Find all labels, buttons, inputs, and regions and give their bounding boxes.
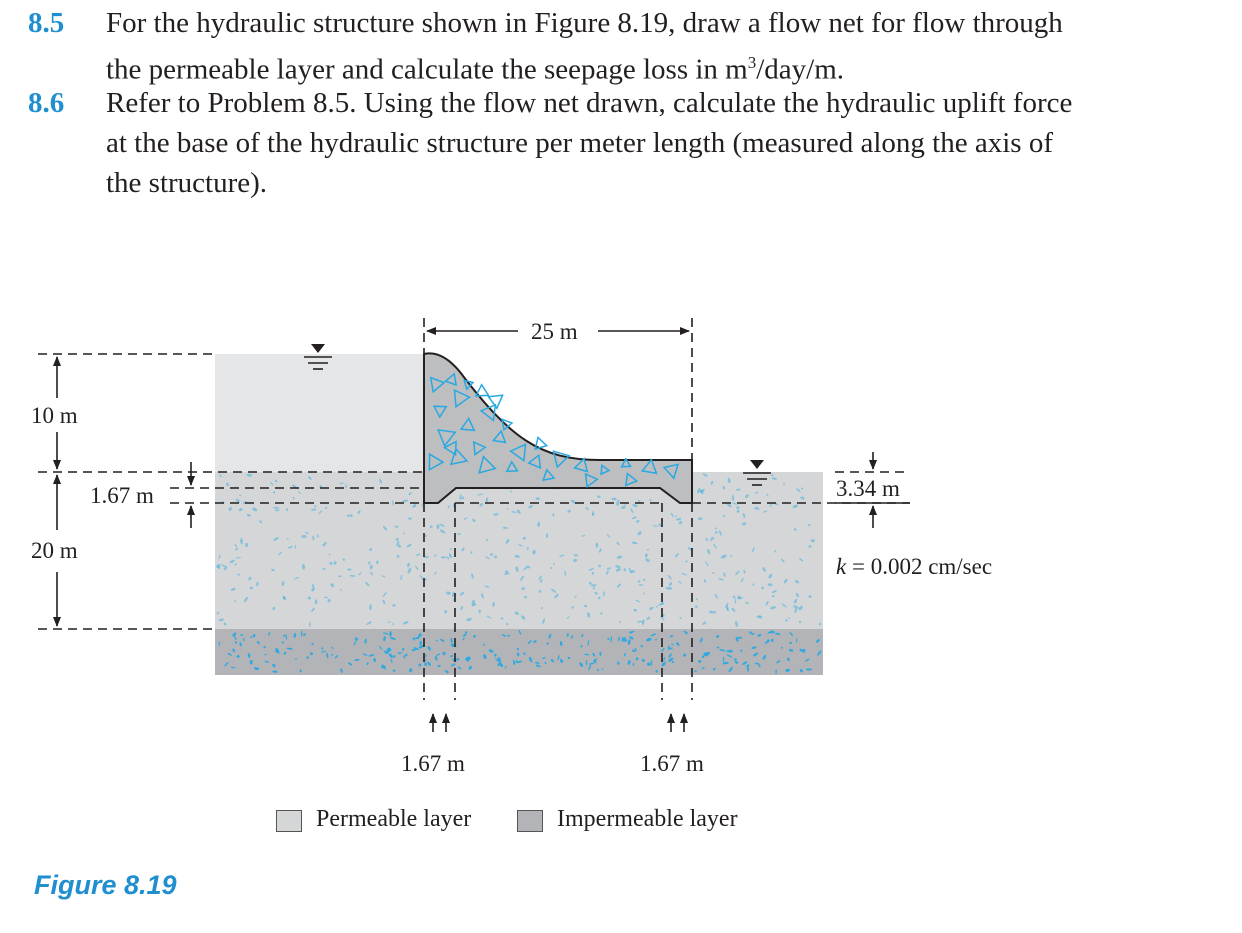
permeable-layer [215,472,823,629]
problem-line-part: /day/m. [756,53,845,86]
problem-line: the structure). [106,167,268,199]
permeability-symbol: k [836,554,847,579]
speckle [369,604,371,610]
upstream-water [215,354,424,472]
speckle [273,507,279,509]
speckle [479,609,481,613]
problem-line-part: the permeable layer and calculate the seepage loss in m [106,53,748,86]
speckle [389,631,391,637]
speckle [434,554,436,556]
hydraulic-structure [424,353,692,503]
dim-label-bottom-left: 1.67 m [401,751,465,776]
superscript: 3 [747,53,757,72]
speckle [527,547,528,551]
problem-line: Refer to Problem 8.5. Using the flow net drawn, calculate the hydraulic uplift force [106,87,1073,119]
permeability-value: = 0.002 cm/sec [846,554,993,579]
problem-number: 8.6 [28,87,65,119]
dim-label-20m: 20 m [31,538,78,563]
permeability-label [836,554,992,580]
dim-label-10m: 10 m [31,403,78,428]
legend-label: Permeable layer [316,806,472,832]
speckle [735,599,736,604]
dim-label-bottom-right: 1.67 m [640,751,704,776]
legend-swatch-impermeable [517,810,543,832]
legend-swatch-permeable [276,810,302,832]
legend-label: Impermeable layer [557,806,738,832]
dim-label-3-34m: 3.34 m [836,476,900,501]
speckle [624,568,627,571]
problem-line: For the hydraulic structure shown in Figure 8.19, draw a flow net for flow through [106,7,1063,39]
problem-line: at the base of the hydraulic structure per meter length (measured along the axis of [106,127,1053,159]
figure-caption: Figure 8.19 [34,870,177,900]
problem-number: 8.5 [28,7,65,39]
dim-label-25m: 25 m [531,319,578,344]
dim-label-1-67m-left: 1.67 m [90,483,154,508]
speckle [402,648,404,651]
